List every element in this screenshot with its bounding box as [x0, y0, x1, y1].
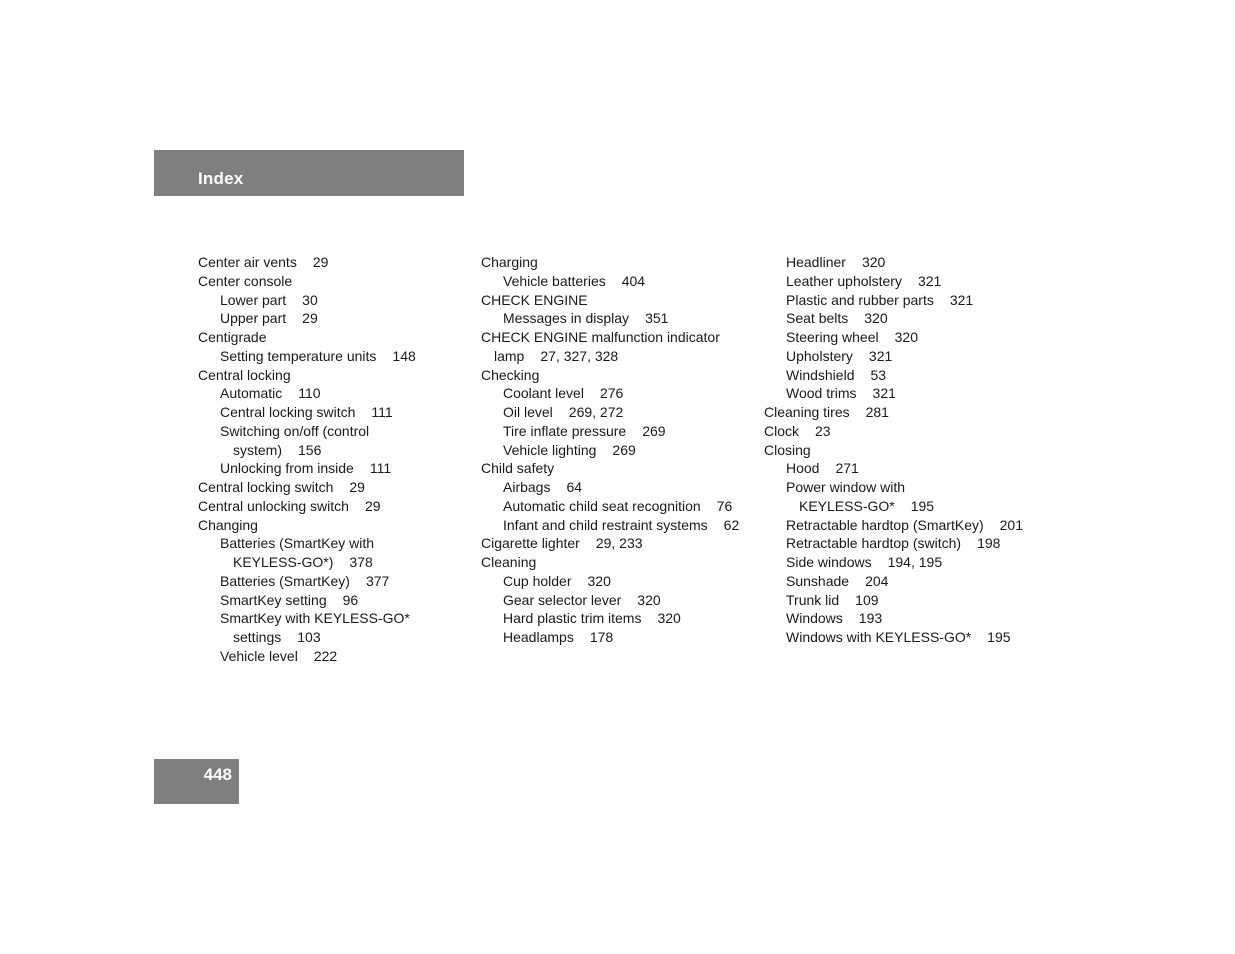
index-entry [198, 366, 468, 385]
entry-term: Infant and child restraint systems [503, 516, 708, 533]
entry-term: Power window with [786, 479, 906, 495]
index-subentry [764, 347, 1044, 366]
entry-page-ref: 204 [865, 572, 889, 589]
index-subentry [764, 328, 1044, 347]
index-subentry [481, 422, 756, 441]
entry-term: Automatic [220, 385, 283, 402]
entry-page-ref: 269 [642, 422, 666, 439]
entry-page-ref: 109 [855, 591, 879, 608]
index-entry [481, 459, 756, 478]
entry-page-ref: 96 [342, 591, 359, 608]
index-subentry [764, 366, 1044, 385]
entry-term: Plastic and rubber parts [786, 291, 934, 308]
index-entry [198, 328, 468, 347]
index-subentry [481, 347, 756, 366]
index-subentry [198, 628, 468, 647]
index-subentry [198, 403, 468, 422]
index-subentry [481, 609, 756, 628]
index-subentry [764, 553, 1044, 572]
entry-term: Trunk lid [786, 591, 840, 608]
entry-term: SmartKey setting [220, 591, 327, 608]
entry-term: Lower part [220, 291, 287, 308]
entry-page-ref: 222 [313, 647, 338, 664]
index-entry [481, 366, 756, 385]
entry-term: Tire inflate pressure [503, 422, 627, 439]
entry-term: Central locking [198, 366, 291, 383]
entry-term: Batteries (SmartKey) [220, 572, 350, 589]
entry-term: Gear selector lever [503, 591, 622, 608]
entry-page-ref: 320 [587, 572, 611, 589]
entry-term: Vehicle lighting [503, 441, 597, 458]
index-subentry [764, 534, 1044, 553]
entry-term: Center air vents [198, 254, 297, 270]
index-subentry [481, 591, 756, 610]
entry-page-ref: 320 [864, 310, 888, 327]
index-subentry [481, 441, 756, 460]
entry-page-ref: 378 [349, 554, 373, 570]
entry-term: Wood trims [786, 385, 857, 402]
entry-page-ref: 194, 195 [887, 554, 943, 570]
entry-page-ref: 201 [999, 516, 1023, 533]
entry-term: Cigarette lighter [481, 535, 580, 552]
entry-page-ref: 30 [302, 291, 318, 308]
entry-page-ref: 111 [369, 460, 392, 477]
index-subentry [764, 253, 1044, 272]
entry-page-ref: 195 [987, 629, 1011, 645]
entry-term: Side windows [786, 554, 872, 570]
entry-page-ref: 29 [349, 479, 365, 495]
entry-term: Headlamps [503, 629, 574, 645]
entry-term: Oil level [503, 404, 553, 420]
index-subentry [198, 441, 468, 460]
index-entry [481, 534, 756, 553]
entry-term: Centigrade [198, 329, 267, 345]
index-subentry [198, 459, 468, 478]
index-subentry [481, 384, 756, 403]
entry-term: Windows [786, 610, 843, 627]
index-subentry [764, 497, 1044, 516]
index-subentry [198, 384, 468, 403]
entry-page-ref: 320 [861, 254, 886, 270]
index-subentry [764, 272, 1044, 291]
index-entry [481, 291, 756, 310]
entry-page-ref: 276 [599, 385, 624, 402]
entry-page-ref: 198 [977, 535, 1001, 552]
entry-term: Central locking switch [198, 479, 334, 495]
entry-term: Vehicle batteries [503, 272, 606, 289]
entry-page-ref: 27, 327, 328 [540, 347, 619, 364]
index-subentry [481, 309, 756, 328]
entry-page-ref: 29, 233 [595, 535, 643, 552]
entry-term: Retractable hardtop (switch) [786, 535, 962, 552]
page-number: 448 [203, 765, 232, 784]
entry-page-ref: 281 [865, 404, 889, 420]
entry-term: SmartKey with KEYLESS-GO* [220, 610, 410, 627]
entry-term: settings [233, 629, 282, 645]
entry-page-ref: 156 [298, 441, 322, 458]
entry-term: Center console [198, 272, 293, 289]
index-subentry [198, 309, 468, 328]
index-subentry [198, 591, 468, 610]
entry-term: Unlocking from inside [220, 460, 354, 477]
entry-term: KEYLESS-GO* [799, 497, 895, 514]
index-entry [198, 478, 468, 497]
index-subentry [764, 309, 1044, 328]
entry-page-ref: 269 [612, 441, 636, 458]
entry-page-ref: 53 [870, 366, 887, 383]
index-entry [764, 441, 1044, 460]
entry-term: Automatic child seat recognition [503, 497, 701, 514]
entry-term: Central unlocking switch [198, 497, 349, 514]
entry-term: Child safety [481, 460, 555, 477]
index-subentry [198, 572, 468, 591]
index-subentry [764, 291, 1044, 310]
entry-page-ref: 62 [723, 516, 740, 533]
entry-page-ref: 110 [298, 385, 321, 402]
entry-term: Closing [764, 441, 811, 458]
entry-term: Clock [764, 422, 800, 439]
entry-page-ref: 23 [815, 422, 831, 439]
entry-term: Seat belts [786, 310, 849, 327]
page-title: Index [198, 169, 244, 188]
entry-term: system) [233, 441, 282, 458]
entry-page-ref: 29 [312, 254, 329, 270]
entry-page-ref: 271 [835, 460, 859, 477]
entry-page-ref: 404 [621, 272, 646, 289]
index-subentry [764, 609, 1044, 628]
entry-term: Central locking switch [220, 404, 356, 420]
index-subentry [481, 478, 756, 497]
index-subentry [764, 478, 1044, 497]
entry-term: Coolant level [503, 385, 584, 402]
index-subentry [764, 572, 1044, 591]
index-subentry [198, 534, 468, 553]
entry-term: Batteries (SmartKey with [220, 535, 375, 552]
index-entry [198, 516, 468, 535]
entry-page-ref: 148 [392, 347, 416, 364]
entry-term: Headliner [786, 254, 846, 270]
entry-page-ref: 195 [910, 497, 935, 514]
index-subentry [764, 591, 1044, 610]
index-entry [198, 272, 468, 291]
entry-term: Changing [198, 516, 258, 533]
index-entry [198, 253, 468, 272]
index-subentry [764, 384, 1044, 403]
entry-page-ref: 320 [657, 610, 681, 627]
index-subentry [481, 272, 756, 291]
index-subentry [764, 516, 1044, 535]
entry-term: KEYLESS-GO*) [233, 554, 334, 570]
entry-term: Upholstery [786, 347, 853, 364]
index-subentry [764, 459, 1044, 478]
entry-page-ref: 351 [645, 310, 669, 327]
entry-term: CHECK ENGINE malfunction indicator [481, 329, 720, 345]
index-header-bar [154, 150, 464, 196]
entry-term: Sunshade [786, 572, 850, 589]
entry-term: Retractable hardtop (SmartKey) [786, 516, 984, 533]
entry-page-ref: 29 [302, 310, 318, 327]
entry-page-ref: 320 [894, 329, 918, 345]
index-entry [764, 422, 1044, 441]
entry-term: Airbags [503, 479, 551, 495]
entry-page-ref: 269, 272 [568, 404, 624, 420]
entry-term: Setting temperature units [220, 347, 377, 364]
index-subentry [198, 553, 468, 572]
index-subentry [481, 628, 756, 647]
index-subentry [764, 628, 1044, 647]
entry-page-ref: 193 [858, 610, 883, 627]
index-subentry [198, 347, 468, 366]
entry-page-ref: 321 [868, 347, 893, 364]
entry-page-ref: 321 [872, 385, 896, 402]
page-number-tab [154, 759, 239, 804]
index-column-1 [198, 253, 468, 666]
entry-page-ref: 320 [637, 591, 661, 608]
entry-page-ref: 76 [716, 497, 733, 514]
entry-page-ref: 103 [297, 629, 321, 645]
index-subentry [481, 403, 756, 422]
entry-page-ref: 64 [566, 479, 583, 495]
entry-page-ref: 321 [917, 272, 942, 289]
index-subentry [198, 422, 468, 441]
entry-term: lamp [494, 347, 525, 364]
entry-term: Steering wheel [786, 329, 879, 345]
entry-term: Checking [481, 366, 540, 383]
entry-page-ref: 111 [371, 404, 393, 420]
index-subentry [198, 647, 468, 666]
entry-term: Charging [481, 254, 538, 270]
index-entry [481, 328, 756, 347]
entry-term: Vehicle level [220, 647, 298, 664]
index-entry [481, 253, 756, 272]
entry-term: Windows with KEYLESS-GO* [786, 629, 972, 645]
entry-term: Leather upholstery [786, 272, 902, 289]
index-entry [198, 497, 468, 516]
entry-term: Hard plastic trim items [503, 610, 642, 627]
index-subentry [481, 572, 756, 591]
entry-term: Cup holder [503, 572, 572, 589]
index-subentry [481, 497, 756, 516]
index-entry [481, 553, 756, 572]
entry-term: Windshield [786, 366, 855, 383]
entry-page-ref: 377 [365, 572, 390, 589]
entry-page-ref: 321 [949, 291, 974, 308]
entry-page-ref: 178 [589, 629, 614, 645]
entry-term: Messages in display [503, 310, 630, 327]
index-subentry [481, 516, 756, 535]
entry-page-ref: 29 [364, 497, 381, 514]
entry-term: Hood [786, 460, 820, 477]
entry-term: Upper part [220, 310, 287, 327]
entry-term: Cleaning [481, 554, 537, 570]
index-subentry [198, 291, 468, 310]
entry-term: Cleaning tires [764, 404, 850, 420]
index-entry [764, 403, 1044, 422]
index-column-2 [481, 253, 756, 647]
index-subentry [198, 609, 468, 628]
entry-term: Switching on/off (control [220, 422, 370, 439]
index-column-3 [764, 253, 1044, 647]
entry-term: CHECK ENGINE [481, 291, 588, 308]
